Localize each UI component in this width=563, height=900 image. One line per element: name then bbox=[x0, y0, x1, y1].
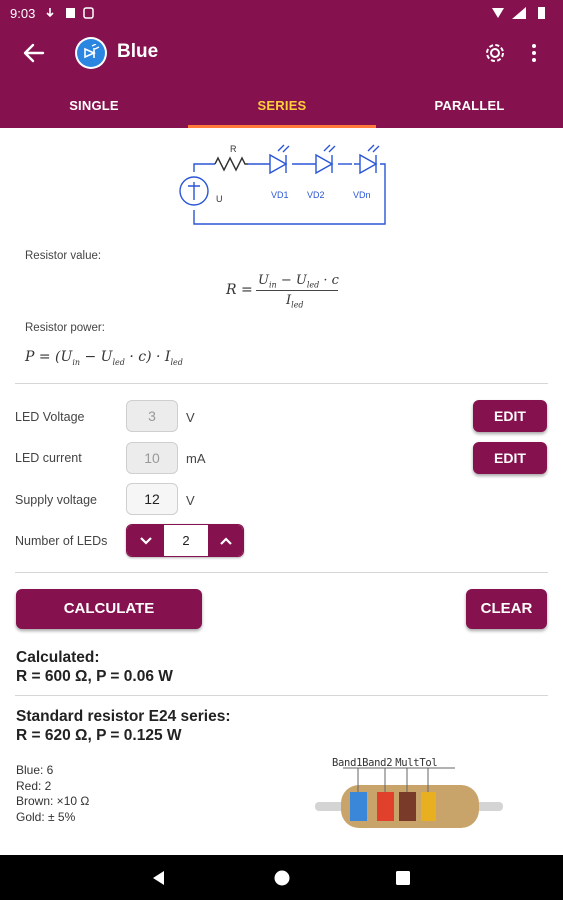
calculated-value: R = 600 Ω, P = 0.06 W bbox=[16, 668, 173, 685]
back-triangle-icon[interactable] bbox=[151, 870, 167, 886]
band-tolerance bbox=[421, 792, 436, 821]
system-icons bbox=[490, 5, 556, 21]
calculated-title: Calculated: bbox=[16, 649, 100, 666]
band1-label: Band1 bbox=[332, 757, 363, 769]
band-labels bbox=[332, 757, 437, 769]
resistor-label: R bbox=[230, 144, 237, 154]
resistor-band-image bbox=[315, 752, 505, 832]
app-bar bbox=[0, 26, 563, 128]
tolerance-value: Gold: ± 5% bbox=[16, 809, 76, 824]
clear-button[interactable]: CLEAR bbox=[466, 589, 547, 629]
increment-button[interactable] bbox=[208, 525, 244, 557]
decrement-button[interactable] bbox=[127, 525, 164, 557]
led-current-label: LED current bbox=[15, 451, 82, 465]
back-arrow-icon[interactable] bbox=[22, 42, 46, 64]
band-leader-lines bbox=[315, 766, 505, 794]
chevron-up-icon bbox=[219, 536, 233, 546]
standard-resistor-title: Standard resistor E24 series: bbox=[16, 708, 231, 725]
status-time: 9:03 bbox=[10, 6, 36, 21]
divider bbox=[15, 695, 548, 696]
more-vert-icon[interactable] bbox=[530, 42, 538, 64]
mult-label: Mult bbox=[395, 757, 420, 769]
source-label: U bbox=[216, 194, 223, 204]
led-label-n: VDn bbox=[353, 190, 371, 200]
number-of-leds-value[interactable]: 2 bbox=[164, 525, 208, 556]
band-list bbox=[16, 763, 89, 825]
status-bar bbox=[0, 0, 563, 26]
tab-parallel[interactable]: PARALLEL bbox=[434, 98, 505, 113]
led-current-unit: mA bbox=[186, 451, 206, 466]
number-of-leds-label: Number of LEDs bbox=[15, 534, 108, 548]
notification-icons bbox=[46, 6, 106, 20]
divider bbox=[15, 383, 548, 384]
band-1-value: Blue: 6 bbox=[16, 763, 54, 777]
resistor-value-label: Resistor value: bbox=[25, 250, 102, 262]
band-2-value: Red: 2 bbox=[16, 778, 52, 793]
led-label-1: VD1 bbox=[271, 190, 289, 200]
chevron-down-icon bbox=[139, 536, 153, 546]
multiplier-value: Brown: ×10 Ω bbox=[16, 794, 90, 808]
led-voltage-label: LED Voltage bbox=[15, 410, 85, 424]
band-1 bbox=[350, 792, 367, 821]
led-voltage-field: 3 bbox=[126, 400, 178, 432]
band-multiplier bbox=[399, 792, 416, 821]
led-label-2: VD2 bbox=[307, 190, 325, 200]
quantity-stepper bbox=[126, 524, 244, 557]
supply-voltage-label: Supply voltage bbox=[15, 493, 98, 507]
led-voltage-unit: V bbox=[186, 410, 195, 425]
home-circle-icon[interactable] bbox=[273, 869, 291, 887]
divider bbox=[15, 572, 548, 573]
standard-resistor-value: R = 620 Ω, P = 0.125 W bbox=[16, 727, 182, 744]
supply-voltage-unit: V bbox=[186, 493, 195, 508]
page-title: Blue bbox=[117, 41, 159, 62]
edit-led-current-button[interactable]: EDIT bbox=[473, 442, 547, 474]
resistor-formula: R = $U_{in} - U_{led} \cdot c$ $I_{led}$ bbox=[226, 273, 339, 310]
navigation-bar bbox=[0, 855, 563, 900]
band-2 bbox=[377, 792, 394, 821]
series-circuit-diagram bbox=[170, 138, 395, 232]
led-current-field: 10 bbox=[126, 442, 178, 474]
band2-label: Band2 bbox=[362, 757, 393, 769]
gear-icon[interactable] bbox=[484, 42, 506, 64]
edit-led-voltage-button[interactable]: EDIT bbox=[473, 400, 547, 432]
calculate-button[interactable]: CALCULATE bbox=[16, 589, 202, 629]
supply-voltage-input[interactable]: 12 bbox=[126, 483, 178, 515]
led-avatar bbox=[75, 37, 107, 69]
tab-series[interactable]: SERIES bbox=[188, 90, 376, 128]
tol-label: Tol bbox=[419, 757, 438, 769]
resistor-power-label: Resistor power: bbox=[25, 322, 105, 334]
recents-square-icon[interactable] bbox=[395, 870, 411, 886]
led-symbol-icon bbox=[82, 44, 100, 62]
tab-single[interactable]: SINGLE bbox=[69, 98, 119, 113]
power-formula: $P = (U_{in} - U_{led} \cdot c) \cdot I_{led}$ bbox=[25, 349, 183, 367]
